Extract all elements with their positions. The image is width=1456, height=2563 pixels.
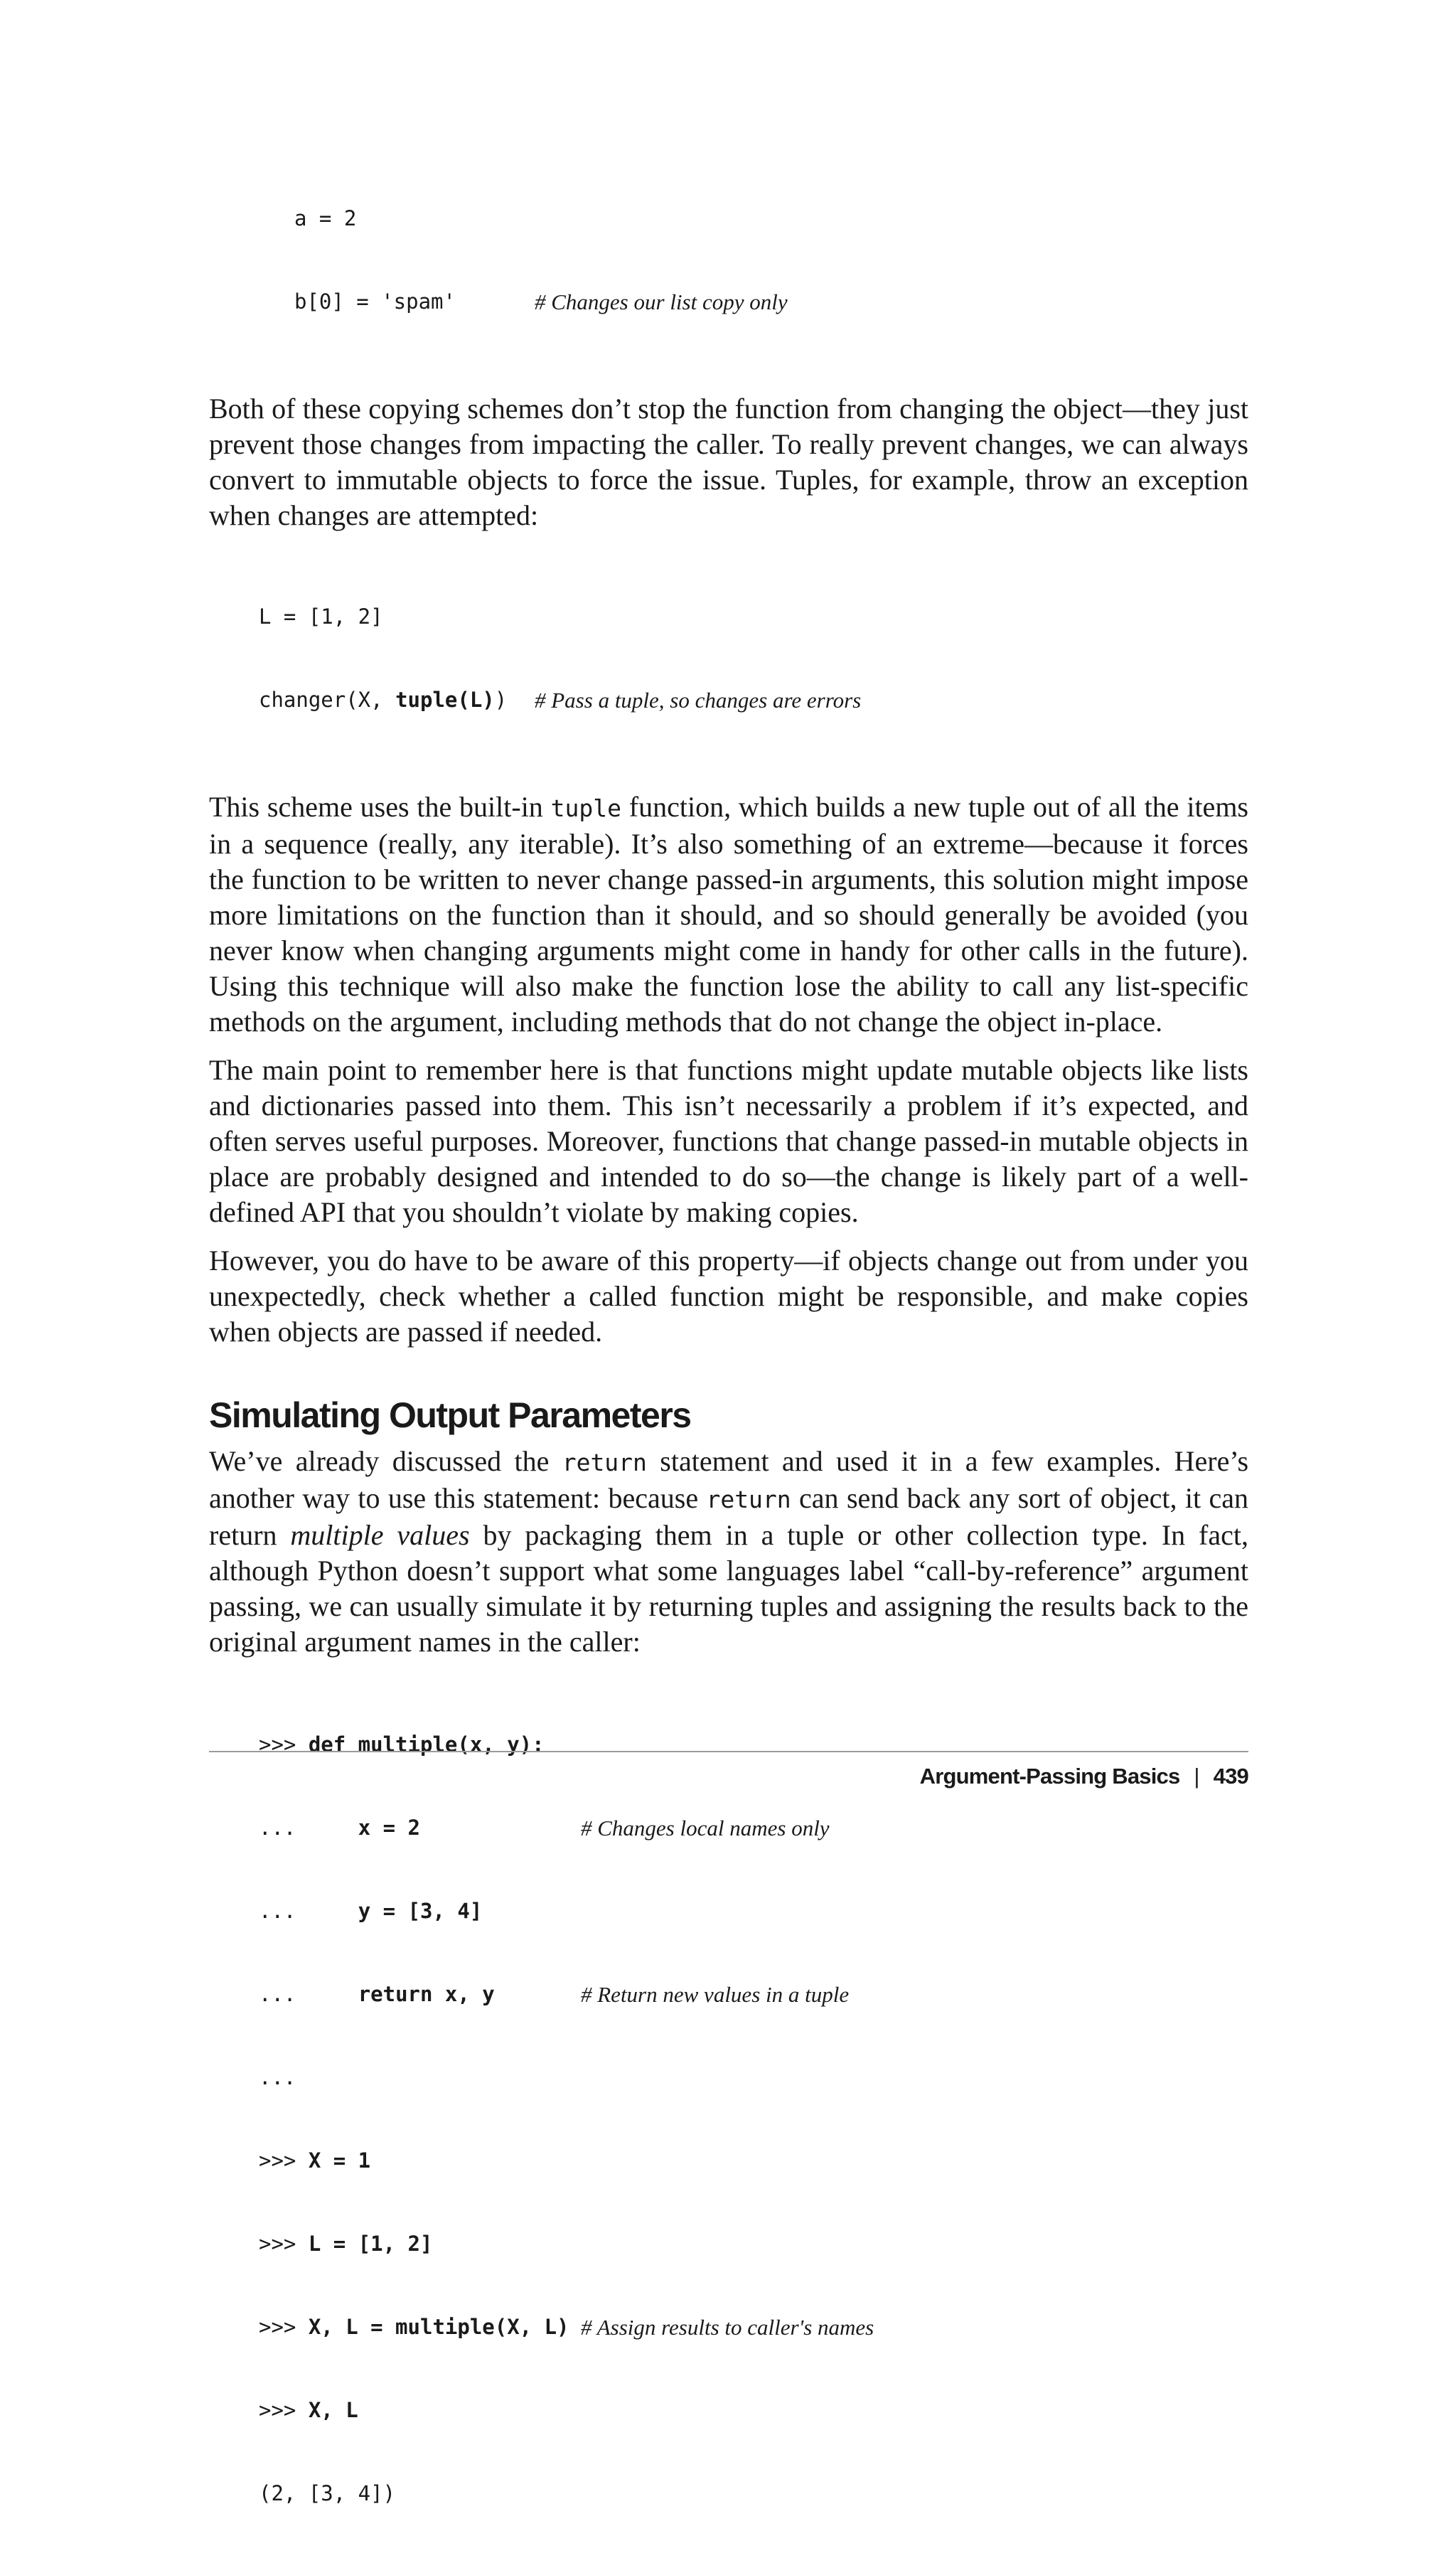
code-line [294,288,1248,316]
code-text: changer(X, [259,688,396,712]
text-run: statement and used it in a few examples. Here’s another way to use this statement: because [209,1445,1249,1514]
code-line [259,2064,1248,2092]
code-line [259,2230,1248,2258]
page-number: 439 [1213,1764,1248,1789]
prompt: ... [259,1982,358,2006]
text-run: We’ve already discussed the [209,1445,562,1477]
code-text-bold: X = 1 [308,2148,371,2173]
paragraph-output-parameters [209,1444,1248,1660]
code-text-bold: y = [3, 4] [358,1899,483,1923]
text-run: function, which builds a new tuple out of all the items in a sequence (really, any iterable). It’s also something of an extreme—because it forces the function to be written to never change passed-in arguments, this solution might impose more limitations on the function than it should, and so should generally be avoided (you never know when changing arguments might come in handy for other calls in the future). Using this technique will also make the function lose the ability to call any list-specific methods on the argument, including methods that do not change the object in-place. [209,791,1248,1038]
prompt: ... [259,1816,358,1840]
prompt: >>> [259,2398,309,2422]
footer-separator: | [1194,1764,1199,1789]
code-line [259,686,1248,714]
paragraph-copying-schemes: Both of these copying schemes don’t stop the function from changing the object—they just prevent those changes from impacting the caller. To really prevent changes, we can always convert to immutable objects to force the issue. Tuples, for example, throw an exception when changes are attempted: [209,393,1248,531]
code-text-bold: L = [1, 2] [308,2232,433,2256]
inline-code: tuple [550,794,621,822]
code-comment: # Return new values in a tuple [581,1982,850,2007]
paragraph-however: However, you do have to be aware of this property—if objects change out from under you unexpectedly, check whether a called function might be responsible, and make copies when objects are passed if needed. [209,1245,1248,1348]
code-text-bold: return x, y [358,1982,495,2006]
code-text-bold: x = 2 [358,1816,420,1840]
code-line [259,2313,1248,2341]
prompt: ... [259,1899,358,1923]
prompt: ... [259,2065,296,2089]
prompt: >>> [259,2148,309,2173]
code-line [259,1731,1248,1759]
prompt: >>> [259,2232,309,2256]
inline-code: return [562,1449,647,1476]
code-line [294,205,1248,233]
code-text: b[0] = 'spam' [294,289,456,314]
code-text-bold: def multiple(x, y): [308,1732,545,1757]
paragraph-main-point: The main point to remember here is that functions might update mutable objects like lists and dictionaries passed into them. This isn’t necessarily a problem if it’s expected, and often serves useful purposes. Moreover, functions that change passed-in mutable objects in place are probably designed and intended to do so—the change is likely part of a well-defined API that you shouldn’t violate by making copies. [209,1054,1248,1228]
code-comment: # Changes our list copy only [535,289,788,314]
code-text-bold: X, L = multiple(X, L) [308,2315,569,2339]
emphasis: multiple values [290,1519,470,1551]
section-heading: Simulating Output Parameters [209,1395,691,1435]
code-block-tuple [259,548,1248,769]
code-comment: # Pass a tuple, so changes are errors [535,688,862,713]
code-block-copy [294,149,1248,371]
code-text: L = [1, 2] [259,604,383,629]
text-run: can send back any sort of object, it can return [209,1482,1248,1551]
code-line [259,2147,1248,2175]
code-output: (2, [3, 4]) [259,2481,396,2505]
code-text: ) [494,688,508,712]
text-run: This scheme uses the built-in [209,791,551,823]
running-title: Argument-Passing Basics [919,1764,1180,1789]
code-line [259,1814,1248,1842]
page-content [209,149,1248,2563]
code-comment: # Assign results to caller's names [581,2315,874,2340]
code-text-bold: tuple(L) [395,688,495,712]
footer-rule [209,1751,1248,1752]
page-footer [920,1764,1248,1789]
code-line [259,2480,1248,2508]
inline-code: return [706,1486,791,1513]
code-line [259,603,1248,631]
paragraph-tuple-scheme [209,789,1248,1040]
prompt: >>> [259,2315,309,2339]
prompt: >>> [259,1732,309,1757]
code-text: a = 2 [294,206,357,230]
text-run: by packaging them in a tuple or other collection type. In fact, although Python doesn’t support what some languages label “call-by-reference” argument passing, we can usually simulate it by returning tuples and assigning the results back to the original argument names in the caller: [209,1519,1248,1658]
code-line [259,1981,1248,2008]
code-line [259,2397,1248,2424]
code-block-multiple [259,1675,1248,2563]
code-comment: # Changes local names only [581,1816,830,1840]
code-text-bold: X, L [308,2398,358,2422]
